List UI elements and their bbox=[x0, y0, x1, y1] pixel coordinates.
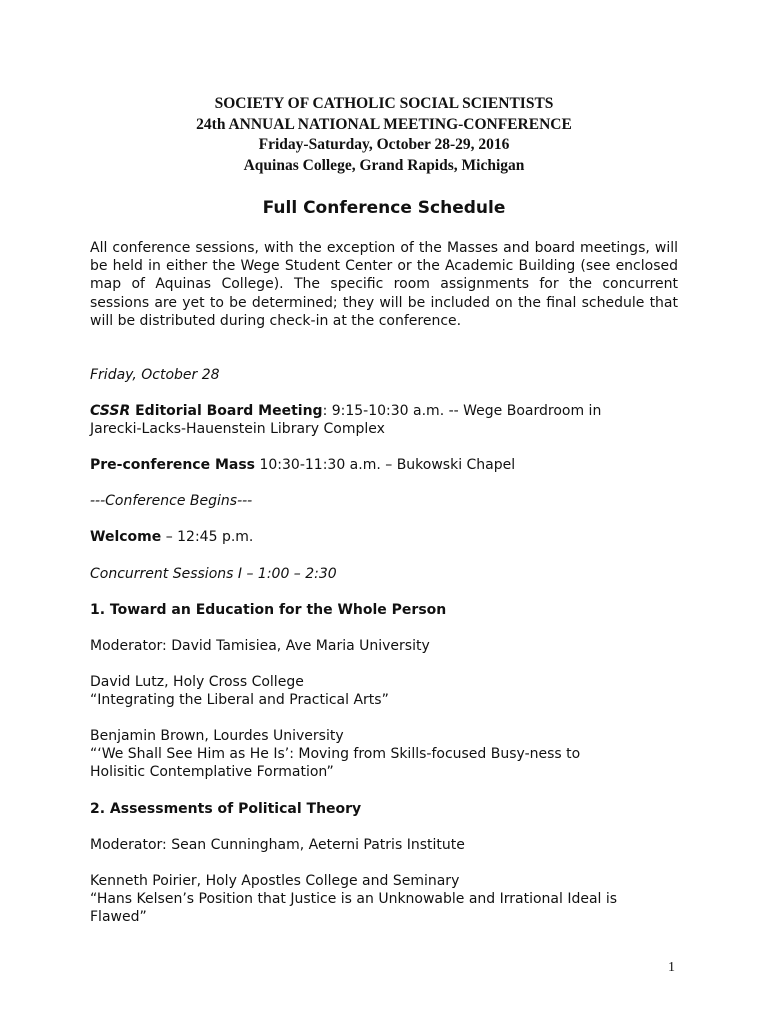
session-1-speaker-1 bbox=[90, 673, 680, 709]
editorial-board-entry bbox=[90, 402, 680, 438]
header-location: Aquinas College, Grand Rapids, Michigan bbox=[243, 156, 525, 174]
session-2-moderator: Moderator: Sean Cunningham, Aeterni Patris Institute bbox=[90, 837, 465, 853]
header-dates: Friday-Saturday, October 28-29, 2016 bbox=[258, 136, 510, 153]
session-2-title: 2. Assessments of Political Theory bbox=[90, 801, 362, 817]
concurrent-sessions-heading: Concurrent Sessions I – 1:00 – 2:30 bbox=[90, 566, 337, 582]
mass-entry bbox=[90, 456, 680, 474]
paper-title-continued: Holisitic Contemplative Formation” bbox=[90, 764, 334, 781]
mass-label: Pre-conference Mass bbox=[90, 457, 256, 473]
session-1-title: 1. Toward an Education for the Whole Person bbox=[90, 602, 447, 618]
header-meeting: 24th ANNUAL NATIONAL MEETING-CONFERENCE bbox=[196, 115, 572, 133]
day-heading: Friday, October 28 bbox=[90, 367, 220, 383]
journal-name: CSSR bbox=[90, 403, 131, 419]
header-organization: SOCIETY OF CATHOLIC SOCIAL SCIENTISTS bbox=[214, 95, 554, 112]
document-header bbox=[0, 94, 768, 176]
editorial-location: Jarecki-Lacks-Hauenstein Library Complex bbox=[90, 421, 385, 438]
paper-title: “‘We Shall See Him as He Is’: Moving from Skills-focused Busy-ness to bbox=[90, 746, 581, 763]
page-title: Full Conference Schedule bbox=[262, 198, 506, 218]
page-number: 1 bbox=[668, 960, 675, 975]
conference-begins: ---Conference Begins--- bbox=[90, 493, 253, 509]
paper-title: “Integrating the Liberal and Practical Arts” bbox=[90, 692, 389, 709]
welcome-detail: – 12:45 p.m. bbox=[161, 529, 254, 545]
editorial-label: Editorial Board Meeting bbox=[130, 403, 323, 419]
speaker-name: Kenneth Poirier, Holy Apostles College and Seminary bbox=[90, 873, 460, 889]
intro-paragraph: All conference sessions, with the exception of the Masses and board meetings, will be held in either the Wege Student Center or the Academic Building (see enclosed map of Aquinas College). The specific room assignments for the concurrent sessions are yet to be determined; they will be included on the final schedule that will be distributed during check-in at the conference. bbox=[90, 240, 678, 329]
welcome-label: Welcome bbox=[90, 529, 162, 545]
paper-title-continued: Flawed” bbox=[90, 909, 147, 926]
speaker-name: David Lutz, Holy Cross College bbox=[90, 674, 304, 690]
speaker-name: Benjamin Brown, Lourdes University bbox=[90, 728, 344, 744]
welcome-entry bbox=[90, 528, 680, 546]
session-2-speaker-1 bbox=[90, 872, 680, 927]
session-1-speaker-2 bbox=[90, 727, 680, 782]
session-1-moderator: Moderator: David Tamisiea, Ave Maria University bbox=[90, 638, 430, 654]
paper-title: “Hans Kelsen’s Position that Justice is an Unknowable and Irrational Ideal is bbox=[90, 891, 618, 908]
mass-detail: 10:30-11:30 a.m. – Bukowski Chapel bbox=[255, 457, 516, 473]
editorial-detail: : 9:15-10:30 a.m. -- Wege Boardroom in bbox=[322, 403, 602, 419]
